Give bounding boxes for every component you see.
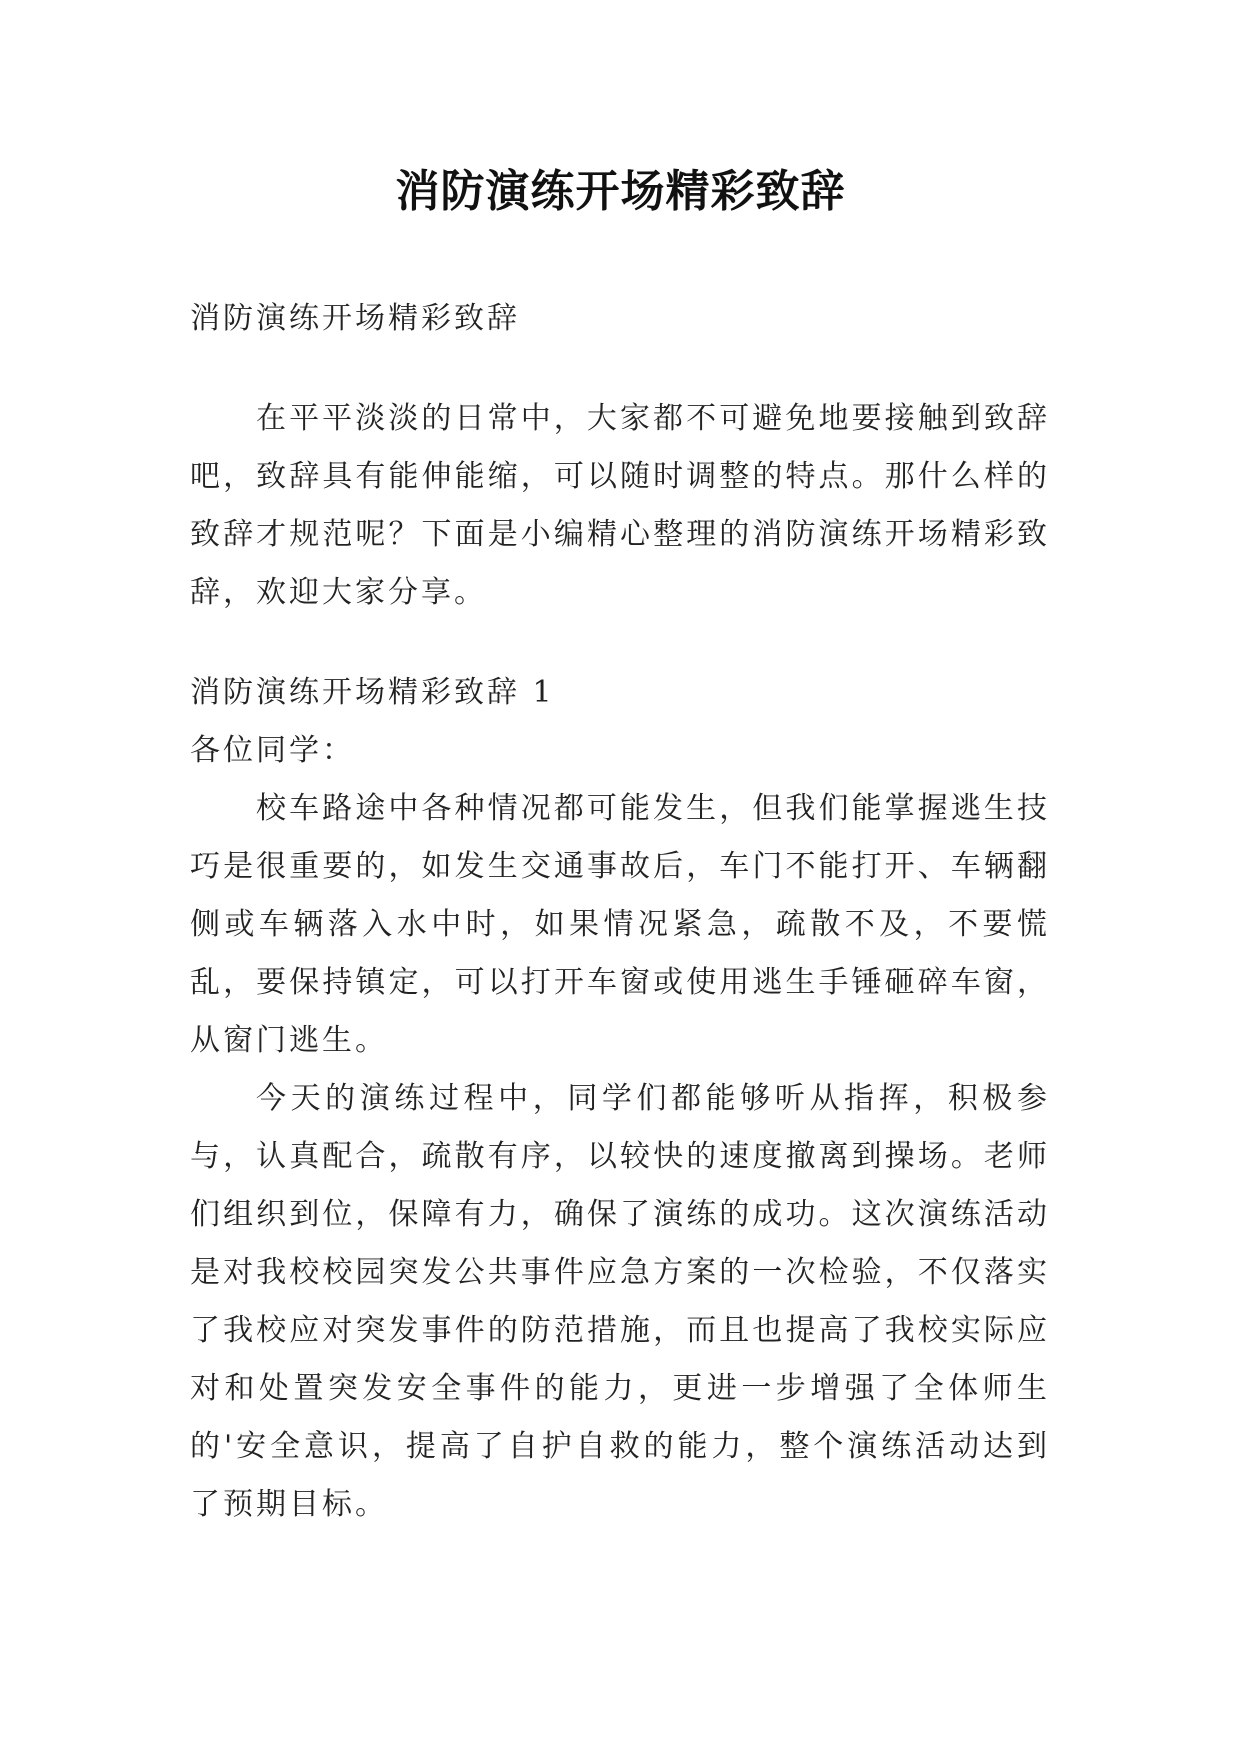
body-paragraph-2: 今天的演练过程中，同学们都能够听从指挥，积极参与，认真配合，疏散有序，以较快的速度撤离到操场。老师们组织到位，保障有力，确保了演练的成功。这次演练活动是对我校校园突发公共事件应急方案的一次检验，不仅落实了我校应对突发事件的防范措施，而且也提高了我校实际应对和处置突发安全事件的能力，更进一步增强了全体师生的'安全意识，提高了自护自救的能力，整个演练活动达到了预期目标。 [190, 1081, 1050, 1522]
section-heading: 消防演练开场精彩致辞 1 [190, 675, 555, 710]
subtitle: 消防演练开场精彩致辞 [190, 301, 520, 336]
document-body [190, 290, 1050, 1534]
salutation: 各位同学： [190, 733, 355, 768]
body-paragraph-1: 校车路途中各种情况都可能发生，但我们能掌握逃生技巧是很重要的，如发生交通事故后，车门不能打开、车辆翻侧或车辆落入水中时，如果情况紧急，疏散不及，不要慌乱，要保持镇定，可以打开车窗或使用逃生手锤砸碎车窗，从窗门逃生。 [190, 791, 1050, 1058]
page-title: 消防演练开场精彩致辞 [395, 166, 846, 217]
intro-paragraph: 在平平淡淡的日常中，大家都不可避免地要接触到致辞吧，致辞具有能伸能缩，可以随时调整的特点。那什么样的致辞才规范呢？下面是小编精心整理的消防演练开场精彩致辞，欢迎大家分享。 [190, 401, 1050, 610]
